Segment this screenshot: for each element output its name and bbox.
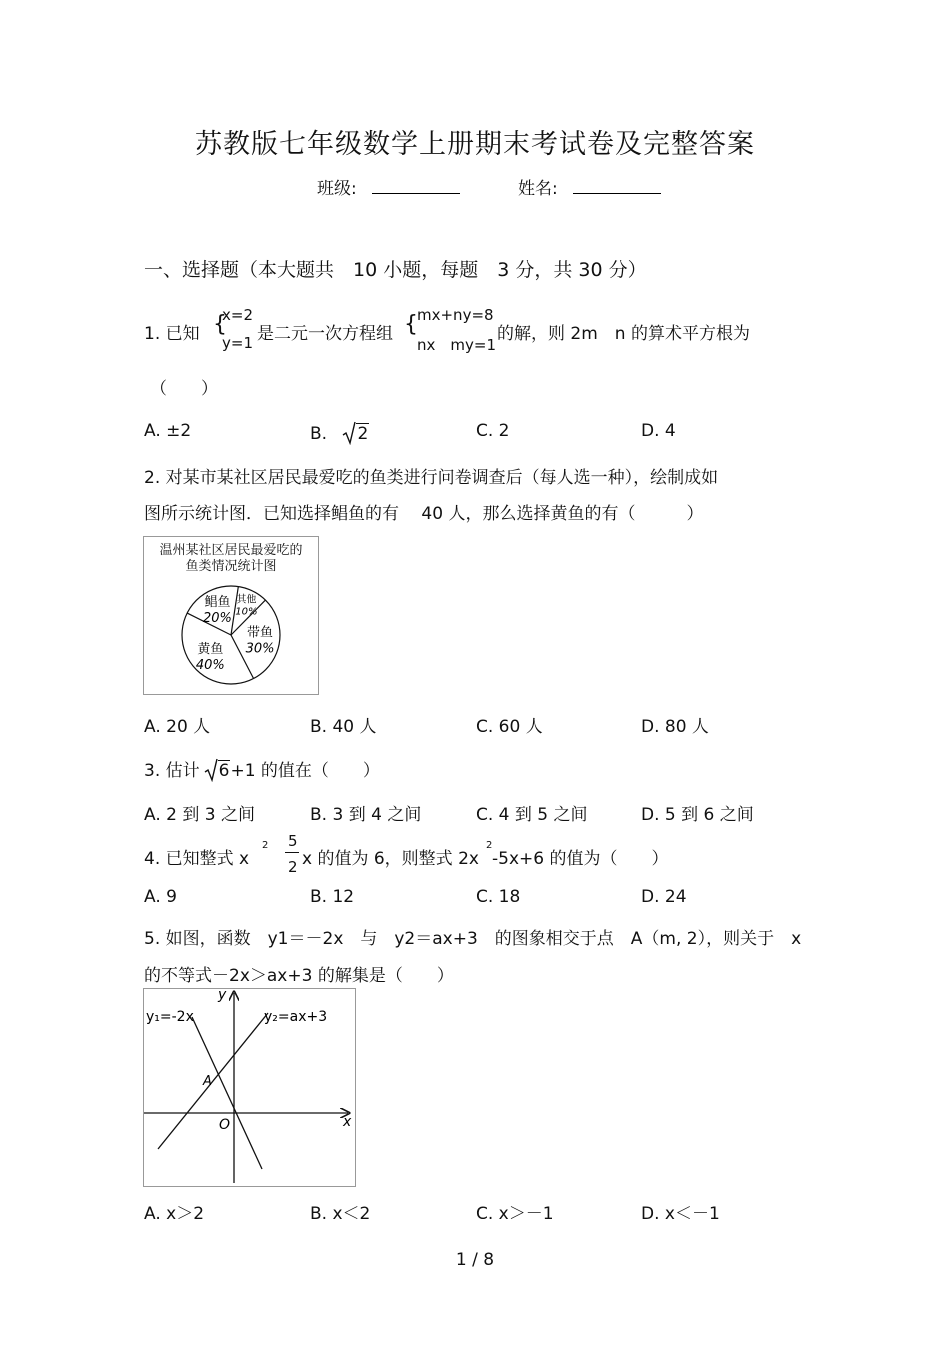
q1-middle: 是二元一次方程组 (257, 324, 393, 344)
pie-slice-value: 10% (235, 606, 258, 618)
q3-stem (144, 756, 380, 782)
q1-option-b (310, 421, 369, 445)
q4-exp-2: 2 (486, 840, 493, 851)
line-y2 (158, 1013, 268, 1149)
page-number: 1 / 8 (455, 1250, 495, 1270)
q3-radicand: 6 (218, 761, 230, 781)
q2-option-d: D. 80 人 (641, 717, 709, 737)
chart-title-line-2: 鱼类情况统计图 (185, 559, 277, 574)
q1-sys2-top: mx+ny=8 (417, 306, 494, 324)
q3-option-c: C. 4 到 5 之间 (476, 805, 588, 825)
q2-option-a: A. 20 人 (144, 717, 211, 737)
q1-option-b-radicand: 2 (357, 424, 369, 444)
q5-option-b: B. x＜2 (310, 1204, 371, 1224)
pie-chart-figure (143, 536, 319, 695)
q1-sys2-bottom: nx my=1 (417, 336, 496, 354)
class-field (317, 174, 460, 199)
name-blank (573, 179, 661, 194)
pie-slice-value: 30% (245, 641, 275, 657)
q2-option-b: B. 40 人 (310, 717, 377, 737)
label-y1: y₁=-2x (146, 1009, 194, 1025)
axis-label-y: y (218, 989, 227, 1003)
q3-suffix: +1 的值在（ ） (230, 761, 380, 781)
q1-brace-2: { (404, 312, 418, 337)
pie-slice-label: 带鱼 (247, 625, 274, 641)
q2-option-c: C. 60 人 (476, 717, 543, 737)
pie-slice-label: 其他 (236, 594, 257, 606)
q5-line-2: 的不等式－2x＞ax+3 的解集是（ ） (144, 966, 454, 986)
function-graph-figure (143, 988, 356, 1187)
sqrt-sign-icon (204, 758, 218, 782)
class-label: 班级: (317, 179, 357, 199)
q5-option-a: A. x＞2 (144, 1204, 205, 1224)
q1-option-c: C. 2 (476, 421, 510, 441)
q1-answer-paren: （ ） (150, 379, 218, 399)
sqrt-sign-icon (342, 421, 356, 445)
q4-option-a: A. 9 (144, 887, 177, 907)
q1-option-d: D. 4 (641, 421, 676, 441)
q4-exp-1: 2 (262, 840, 269, 851)
q1-sys1-top: x=2 (222, 306, 253, 324)
q1-suffix: 的解，则 2m n 的算术平方根为 (497, 324, 750, 344)
q5-option-c: C. x＞－1 (476, 1204, 554, 1224)
pie-slice-label: 黄鱼 (197, 641, 224, 657)
section-heading: 一、选择题（本大题共 10 小题，每题 3 分，共 30 分） (144, 259, 647, 281)
label-y2: y₂=ax+3 (264, 1009, 328, 1025)
pie-slice-label: 鲳鱼 (204, 594, 231, 610)
q4-prefix: 4. 已知整式 x (144, 849, 250, 869)
class-blank (372, 179, 460, 194)
q4-frac-bar (285, 852, 299, 853)
point-a-label: A (203, 1074, 212, 1089)
q2-line-1: 2. 对某市某社区居民最爱吃的鱼类进行问卷调查后（每人选一种），绘制成如 (144, 468, 719, 488)
q3-option-b: B. 3 到 4 之间 (310, 805, 422, 825)
q3-option-a: A. 2 到 3 之间 (144, 805, 255, 825)
function-graph (144, 989, 355, 1186)
q4-middle: x 的值为 6，则整式 2x (302, 849, 479, 869)
name-field (518, 174, 661, 199)
q4-suffix: -5x+6 的值为（ ） (492, 849, 669, 869)
pie-slice-value: 20% (203, 610, 232, 626)
q2-line-2: 图所示统计图．已知选择鲳鱼的有 40 人，那么选择黄鱼的有（ ） (144, 504, 704, 524)
q3-prefix: 3. 估计 (144, 761, 200, 781)
q1-brace-1: { (213, 312, 227, 337)
q1-prefix: 1. 已知 (144, 324, 200, 344)
q1-option-b-label: B. (310, 424, 328, 444)
pie-chart (144, 537, 318, 694)
q4-frac-num: 5 (288, 832, 298, 850)
name-label: 姓名: (518, 179, 558, 199)
q5-line-1: 5. 如图，函数 y1＝－2x 与 y2＝ax+3 的图象相交于点 A（m, 2），则关于 x (144, 929, 802, 949)
q1-option-a: A. ±2 (144, 421, 192, 441)
q3-option-d: D. 5 到 6 之间 (641, 805, 754, 825)
page-title: 苏教版七年级数学上册期末考试卷及完整答案 (195, 129, 755, 160)
q1-sys1-bottom: y=1 (222, 334, 253, 352)
q4-option-d: D. 24 (641, 887, 687, 907)
axis-label-x: x (343, 1114, 352, 1130)
chart-title-line-1: 温州某社区居民最爱吃的 (159, 543, 303, 558)
q4-option-c: C. 18 (476, 887, 521, 907)
q4-option-b: B. 12 (310, 887, 355, 907)
q5-option-d: D. x＜－1 (641, 1204, 720, 1224)
pie-slice-value: 40% (195, 657, 225, 673)
q4-frac-den: 2 (288, 858, 298, 876)
origin-label: O (219, 1117, 231, 1133)
